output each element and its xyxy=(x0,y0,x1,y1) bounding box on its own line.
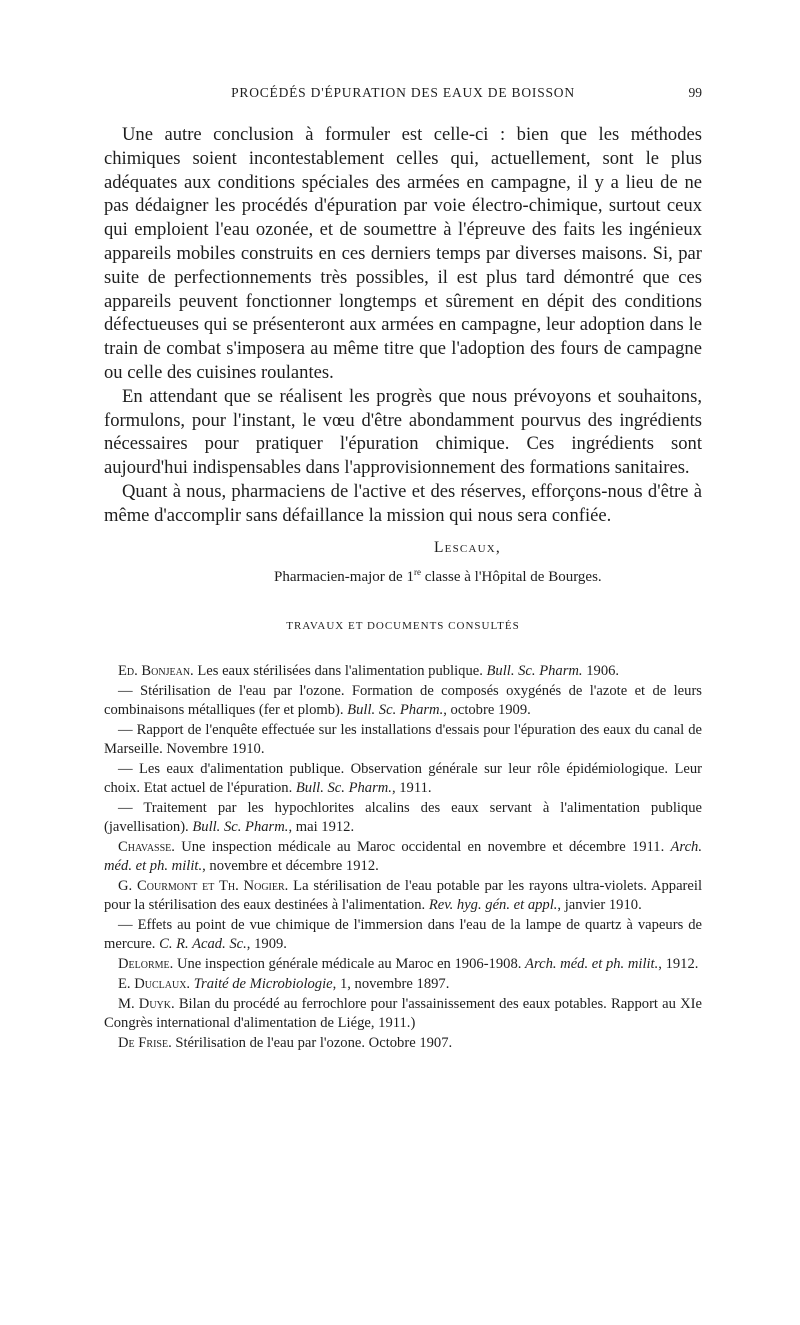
reference-item xyxy=(104,682,702,720)
reference-date: , novembre et décembre 1912. xyxy=(202,857,379,874)
reference-text: Une inspection médicale au Maroc occidental en novembre et décembre 1911. xyxy=(174,838,671,855)
reference-source: Bull. Sc. Pharm. xyxy=(295,779,392,796)
reference-text: Une inspection générale médicale au Maroc en 1906-1908. xyxy=(173,955,526,972)
reference-source: Bull. Sc. Pharm. xyxy=(347,701,444,718)
reference-date: , 1911. xyxy=(391,779,432,796)
paragraph: Quant à nous, pharmaciens de l'active et des réserves, efforçons-nous d'être à même d'accomplir sans défaillance la mission qui nous sera confiée. xyxy=(104,480,702,526)
signature xyxy=(104,535,702,588)
paragraph: Une autre conclusion à formuler est celle-ci : bien que les méthodes chimiques soient incontestablement celles qui, actuellement, sont le plus adéquates aux conditions spéciales des armées en campagne, il y a lieu de ne pas dédaigner les procédés d'épuration par voie électro-chimique, surtout ceux qui emploient l'eau ozonée, et de soumettre à l'épreuve des faits les ingénieux appareils mobiles construits en ces derniers temps par diverses maisons. Si, par suite de perfectionnements très possibles, il est plus tard démontré que ces appareils peuvent fonctionner longtemps et sûrement en dépit des conditions défectueuses qui se présenteront aux armées en campagne, leur adoption dans le train de combat s'imposera au même titre que l'adoption des fours de campagne ou celle des cuisines roulantes. xyxy=(104,124,702,383)
references-title: TRAVAUX ET DOCUMENTS CONSULTÉS xyxy=(286,619,520,632)
reference-item xyxy=(104,760,702,798)
author-name: Lescaux, xyxy=(434,538,501,556)
paragraph: En attendant que se réalisent les progrès que nous prévoyons et souhaitons, formulons, pour l'instant, le vœu d'être abondamment pourvus des ingrédients nécessaires pour pratiquer l'épuration chimique. Ces ingrédients sont aujourd'hui indispensables dans l'approvisionnement des formations sanitaires. xyxy=(104,385,702,479)
reference-item xyxy=(104,995,702,1033)
reference-date: , 1912. xyxy=(658,955,699,972)
reference-text: La stérilisation de l'eau potable par les rayons ultra-violets. Appareil pour la stérilisation des eaux destinées à l'alimentation. xyxy=(104,877,702,913)
reference-item xyxy=(104,838,702,876)
reference-source: Traité de Microbiologie xyxy=(193,975,333,992)
reference-text: — Stérilisation de l'eau par l'ozone. Formation de composés oxygénés de l'azote et de leurs combinaisons métalliques (fer et plomb). xyxy=(104,682,702,718)
reference-item xyxy=(104,877,702,915)
reference-source: Rev. hyg. gén. et appl. xyxy=(428,896,558,913)
reference-text: — Rapport de l'enquête effectuée sur les installations d'essais pour l'épuration des eaux du canal de Marseille. Novembre 1910. xyxy=(104,721,702,757)
reference-author: Chavasse. xyxy=(118,838,175,855)
reference-item xyxy=(104,662,702,681)
reference-text: Bilan du procédé au ferrochlore pour l'assainissement des eaux potables. Rapport au XIe Congrès international d'alimentation de Liége, 1911.) xyxy=(104,995,702,1031)
reference-source: Bull. Sc. Pharm. xyxy=(192,818,289,835)
reference-item xyxy=(104,916,702,954)
reference-text: Stérilisation de l'eau par l'ozone. Octobre 1907. xyxy=(171,1034,453,1051)
reference-date: , octobre 1909. xyxy=(443,701,531,718)
reference-item xyxy=(104,721,702,759)
reference-text: — Traitement par les hypochlorites alcalins des eaux servant à l'alimentation publique (javellisation). xyxy=(104,799,702,835)
reference-item xyxy=(104,799,702,837)
running-header xyxy=(104,85,702,107)
reference-date: , mai 1912. xyxy=(288,818,355,835)
page xyxy=(104,85,702,1054)
reference-source: Arch. méd. et ph. milit. xyxy=(104,838,702,874)
reference-date: , 1909. xyxy=(246,935,287,952)
reference-date: 1906. xyxy=(582,662,620,679)
body-text xyxy=(104,123,702,528)
author-role: Pharmacien-major de 1re classe à l'Hôpital de Bourges. xyxy=(274,566,602,585)
reference-item xyxy=(104,975,702,994)
reference-item xyxy=(104,955,702,974)
page-number: 99 xyxy=(688,85,702,100)
reference-text: — Effets au point de vue chimique de l'immersion dans l'eau de la lampe de quartz à vapeurs de mercure. xyxy=(104,916,702,952)
reference-author: Delorme. xyxy=(118,955,174,972)
reference-author: E. Duclaux. xyxy=(118,975,191,992)
reference-source: Bull. Sc. Pharm. xyxy=(486,662,583,679)
reference-date: , janvier 1910. xyxy=(557,896,642,913)
reference-author: Ed. Bonjean. xyxy=(118,662,194,679)
references-list xyxy=(104,662,702,1053)
reference-author: G. Courmont et Th. Nogier. xyxy=(118,877,289,894)
reference-text: — Les eaux d'alimentation publique. Observation générale sur leur rôle épidémiologique. Leur choix. Etat actuel de l'épuration. xyxy=(104,760,702,796)
reference-text: Les eaux stérilisées dans l'alimentation publique. xyxy=(193,662,487,679)
reference-source: C. R. Acad. Sc. xyxy=(159,935,247,952)
reference-author: M. Duyk. xyxy=(118,995,175,1012)
reference-item xyxy=(104,1034,702,1053)
reference-date: , 1, novembre 1897. xyxy=(332,975,450,992)
running-title: PROCÉDÉS D'ÉPURATION DES EAUX DE BOISSON xyxy=(231,85,575,100)
reference-source: Arch. méd. et ph. milit. xyxy=(525,955,659,972)
reference-author: De Frise. xyxy=(118,1034,172,1051)
